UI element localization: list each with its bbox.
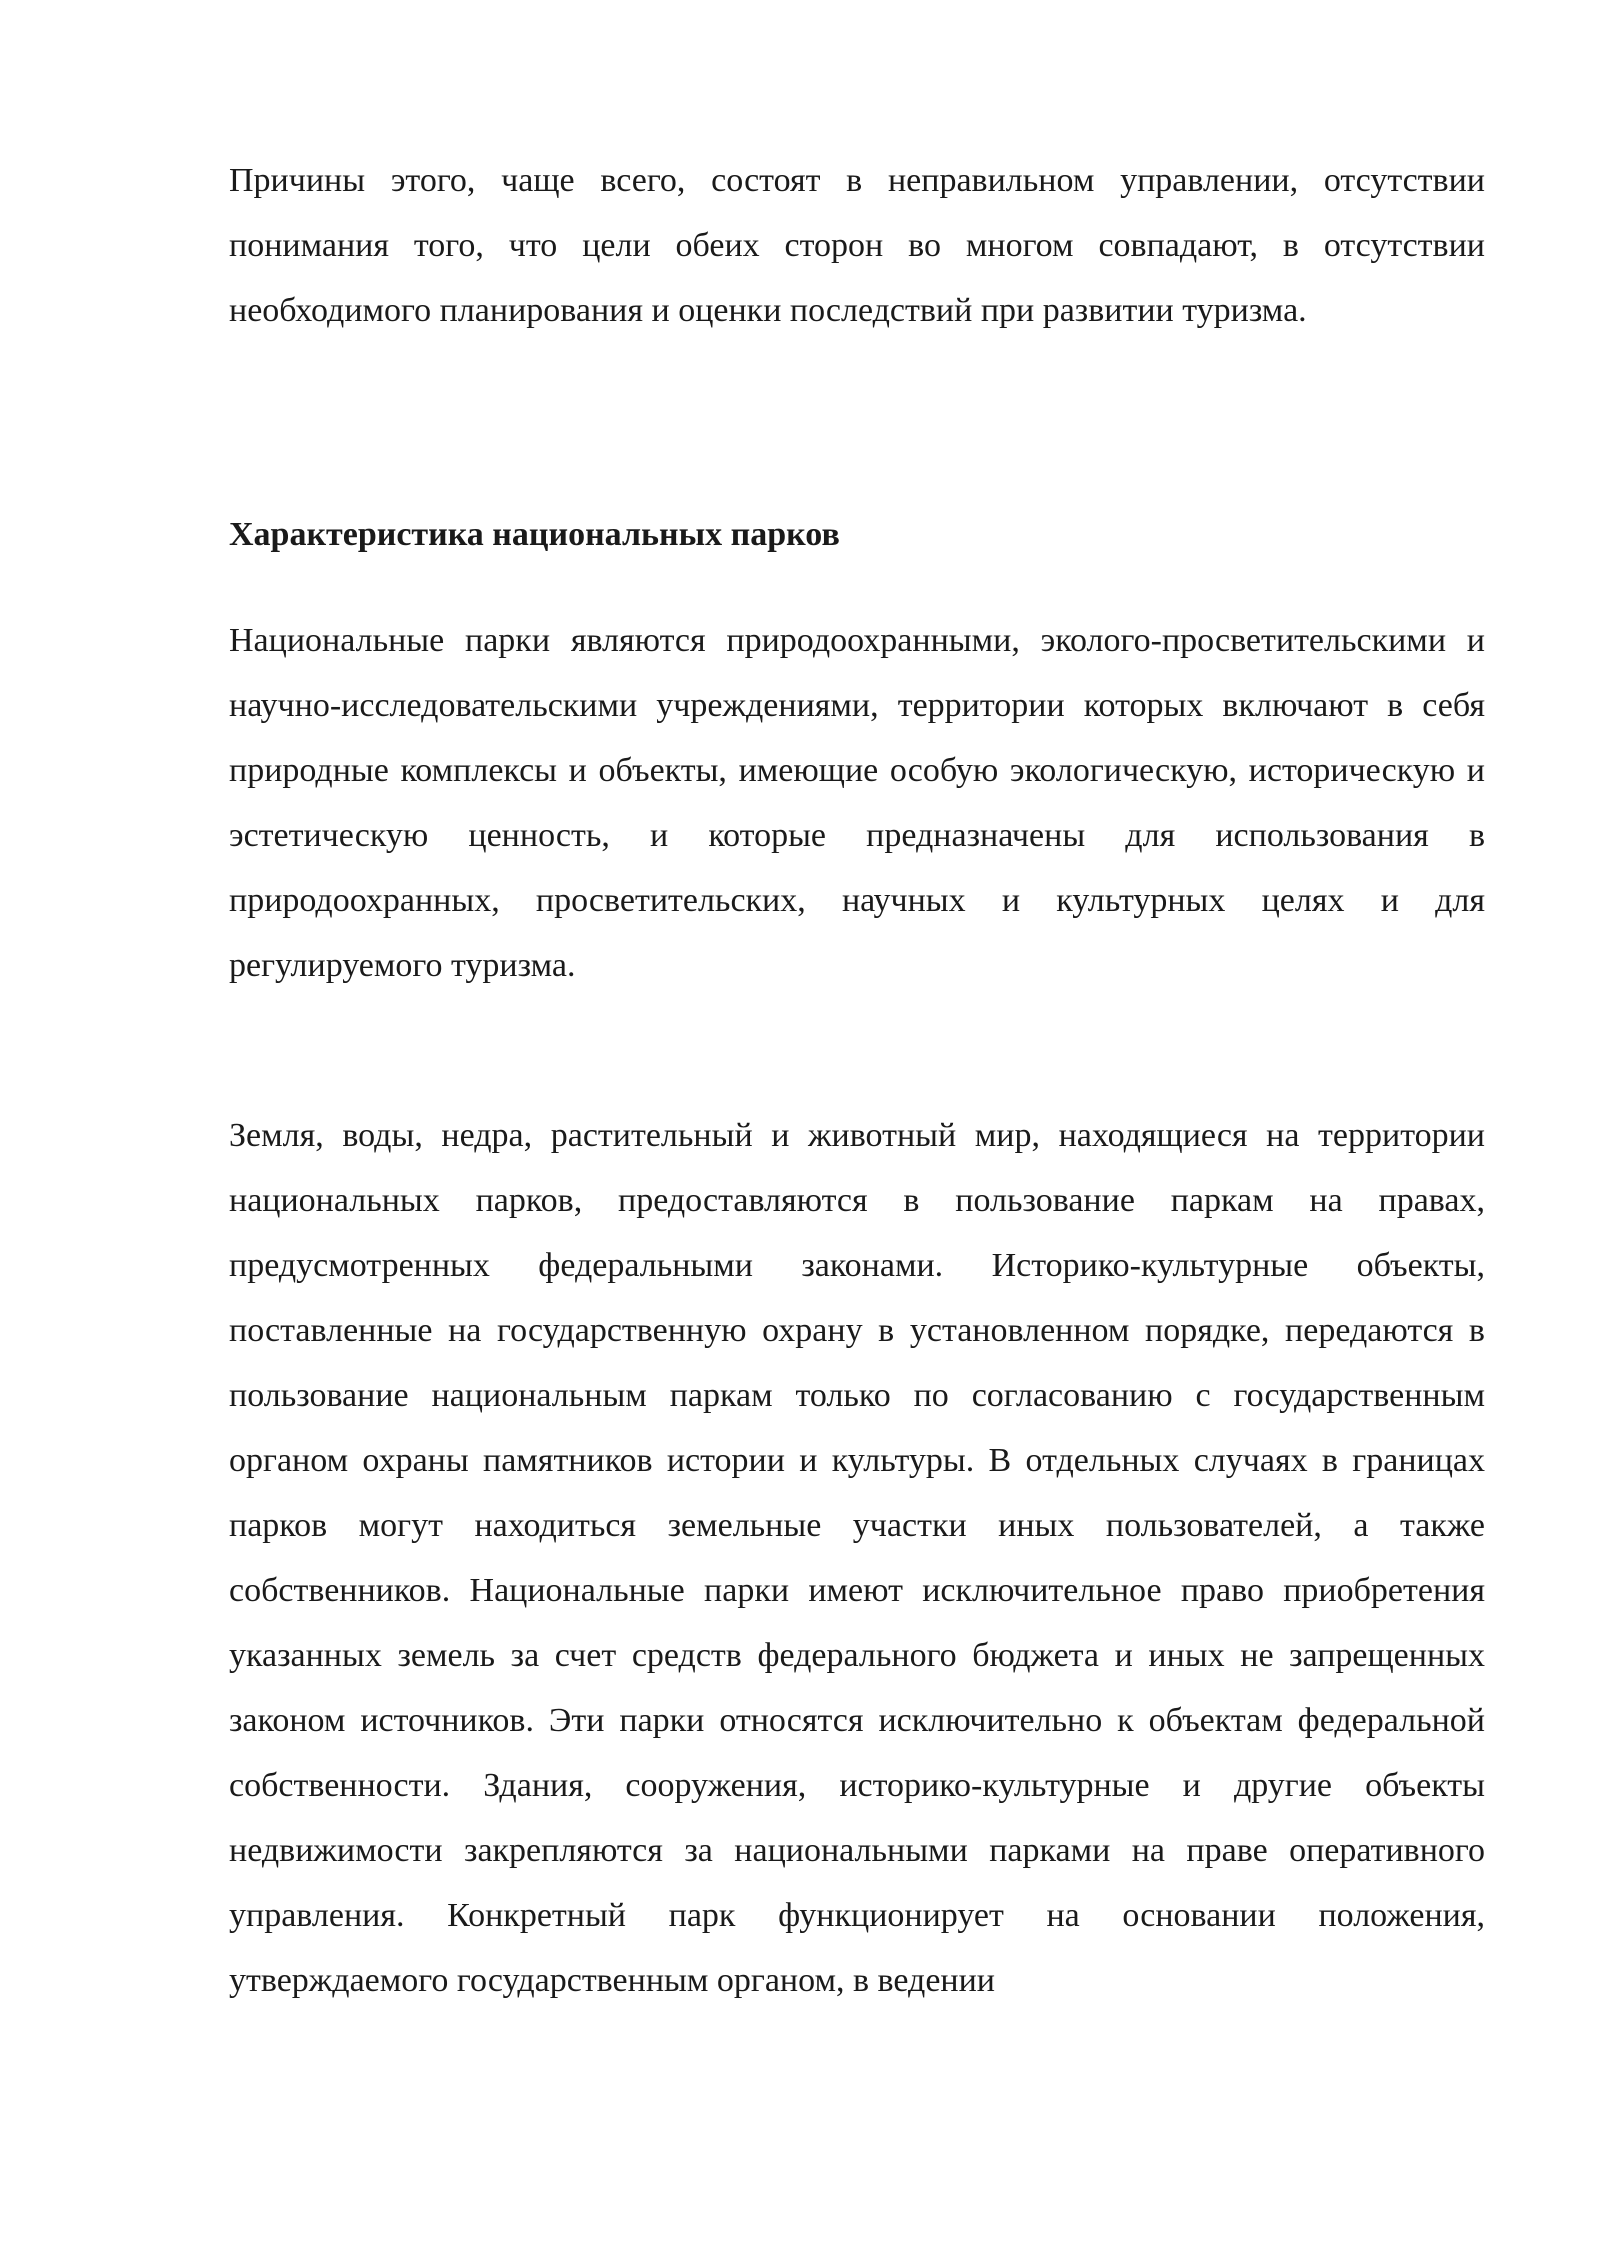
intro-paragraph: Причины этого, чаще всего, состоят в неправильном управлении, отсутствии понимания того, что цели обеих сторон во многом совпадают, в отсутствии необходимого планирования и оценки последствий при развитии туризма. [229,162,1485,329]
section-heading: Характеристика национальных парков [229,516,840,553]
paragraph-land-and-property: Земля, воды, недра, растительный и животный мир, находящиеся на территории национальных парков, предоставляются в пользование паркам на правах, предусмотренных федеральными законами. Историко-культурные объекты, поставленные на государственную охрану в установленном порядке, передаются в пользование национальным паркам только по согласованию с государственным органом охраны памятников истории и культуры. В отдельных случаях в границах парков могут находиться земельные участки иных пользователей, а также собственников. Национальные парки имеют исключительное право приобретения указанных земель за счет средств федерального бюджета и иных не запрещенных законом источников. Эти парки относятся исключительно к объектам федеральной собственности. Здания, сооружения, историко-культурные и другие объекты недвижимости закрепляются за национальными парками на праве оперативного управления. Конкретный парк функционирует на основании положения, утверждаемого государственным органом, в ведении [229,1117,1485,1999]
paragraph-national-parks-definition: Национальные парки являются природоохранными, эколого-просветительскими и научно-исследовательскими учреждениями, территории которых включают в себя природные комплексы и объекты, имеющие особую экологическую, историческую и эстетическую ценность, и которые предназначены для использования в природоохранных, просветительских, научных и культурных целях и для регулируемого туризма. [229,622,1485,984]
document-body [229,148,1485,1999]
